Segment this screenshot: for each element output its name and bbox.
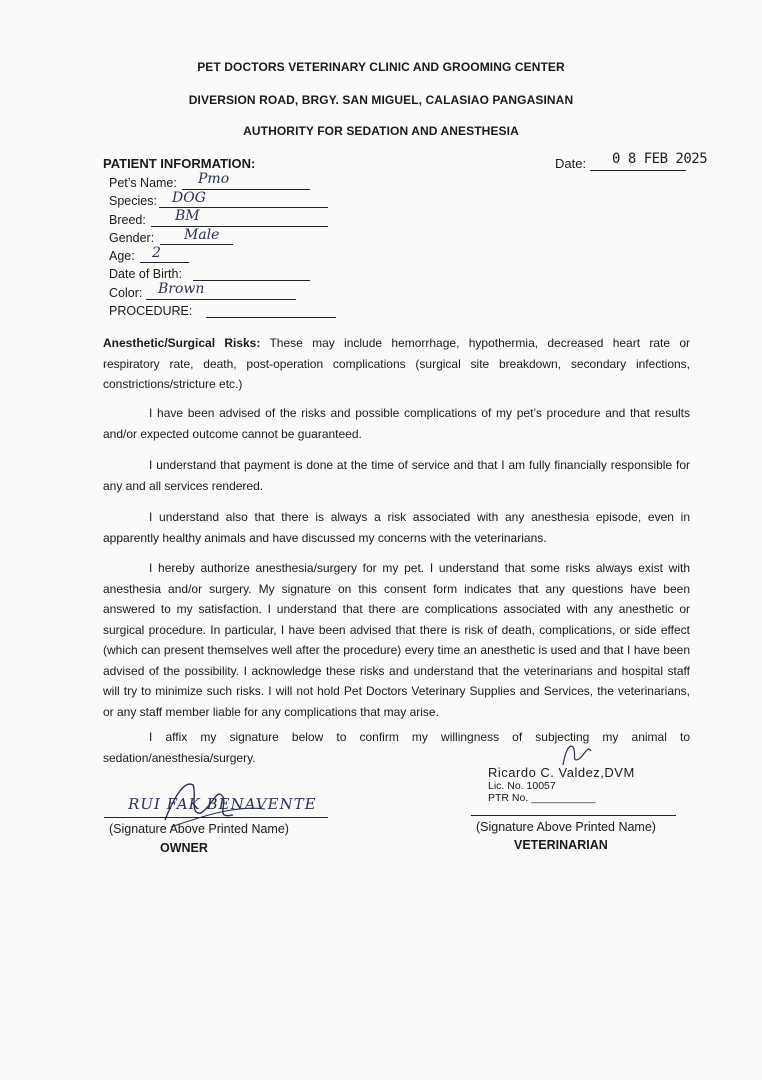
gender-line [160,244,233,245]
age-label: Age: [109,249,135,263]
age-line [140,262,189,263]
form-title: AUTHORITY FOR SEDATION AND ANESTHESIA [243,124,519,138]
owner-role-label: OWNER [160,841,208,855]
date-label: Date: [555,156,587,171]
paragraph-advised: I have been advised of the risks and possible complications of my pet’s procedure and that results and/or expected outcome cannot be guaranteed. [103,406,690,441]
age-value: 2 [152,245,161,261]
clinic-address: DIVERSION ROAD, BRGY. SAN MIGUEL, CALASIAO PANGASINAN [188,93,574,107]
gender-label: Gender: [109,231,155,245]
species-value: DOG [172,190,206,206]
clinic-name: PET DOCTORS VETERINARY CLINIC AND GROOMING CENTER [197,60,565,74]
owner-signature-line [104,817,328,818]
vet-signature-line [471,815,676,816]
date-line [590,170,686,171]
procedure-label: PROCEDURE: [109,304,193,318]
pet-name-label: Pet’s Name: [109,176,177,190]
color-label: Color: [109,286,143,300]
paragraph-authorization: I hereby authorize anesthesia/surgery for my pet. I understand that some risks always exist with anesthesia and/or surgery. My signature on this consent form indicates that any questions have been answered to my satisfaction. I understand that there are complications associated with any anesthetic or surgical procedure. In particular, I have been advised that there is risk of death, complications, or side effect (which can present themselves well after the procedure) every time an anesthetic is used and that I have been advised of the possibility. I acknowledge these risks and understand that the veterinarians and hospital staff will try to minimize such risks. I will not hold Pet Doctors Veterinary Supplies and Services, the veterinarians, or any staff member liable for any complications that may arise. [103,561,690,719]
paragraph-payment: I understand that payment is done at the time of service and that I am fully financially responsible for any and all services rendered. [103,458,690,493]
color-value: Brown [158,281,205,297]
owner-signature-caption: (Signature Above Printed Name) [109,822,289,836]
procedure-line [206,317,336,318]
gender-value: Male [184,227,220,243]
vet-license: Lic. No. 10057 [488,780,556,792]
risks-paragraph [103,333,690,395]
pet-name-value: Pmo [198,171,230,187]
dob-label: Date of Birth: [109,267,182,281]
color-line [146,299,296,300]
breed-label: Breed: [109,213,146,227]
dob-line [193,280,310,281]
vet-ptr: PTR No. ___________ [488,792,596,804]
patient-info-title: PATIENT INFORMATION: [103,156,256,171]
vet-name: Ricardo C. Valdez,DVM [488,765,635,780]
risks-label: Anesthetic/Surgical Risks: [103,336,261,350]
paragraph-affix-signature: I affix my signature below to confirm my willingness of subjecting my animal to sedation/anesthesia/surgery. [103,730,690,765]
owner-printed-name: RUI FAK BENAVENTE [126,795,319,813]
paragraph-risk-anesthesia: I understand also that there is always a risk associated with any anesthesia episode, even in apparently healthy animals and have discussed my concerns with the veterinarians. [103,510,690,545]
species-label: Species: [109,194,157,208]
vet-signature-caption: (Signature Above Printed Name) [476,820,656,834]
date-stamp: 0 8 FEB 2025 [612,151,708,167]
vet-role-label: VETERINARIAN [514,838,608,852]
breed-line [151,226,328,227]
breed-value: BM [175,208,200,224]
risks-text: These may include hemorrhage, hypothermia, decreased heart rate or respiratory rate, death, post-operation complications (surgical site breakdown, secondary infections, constrictions/stricture etc.) [103,336,691,391]
